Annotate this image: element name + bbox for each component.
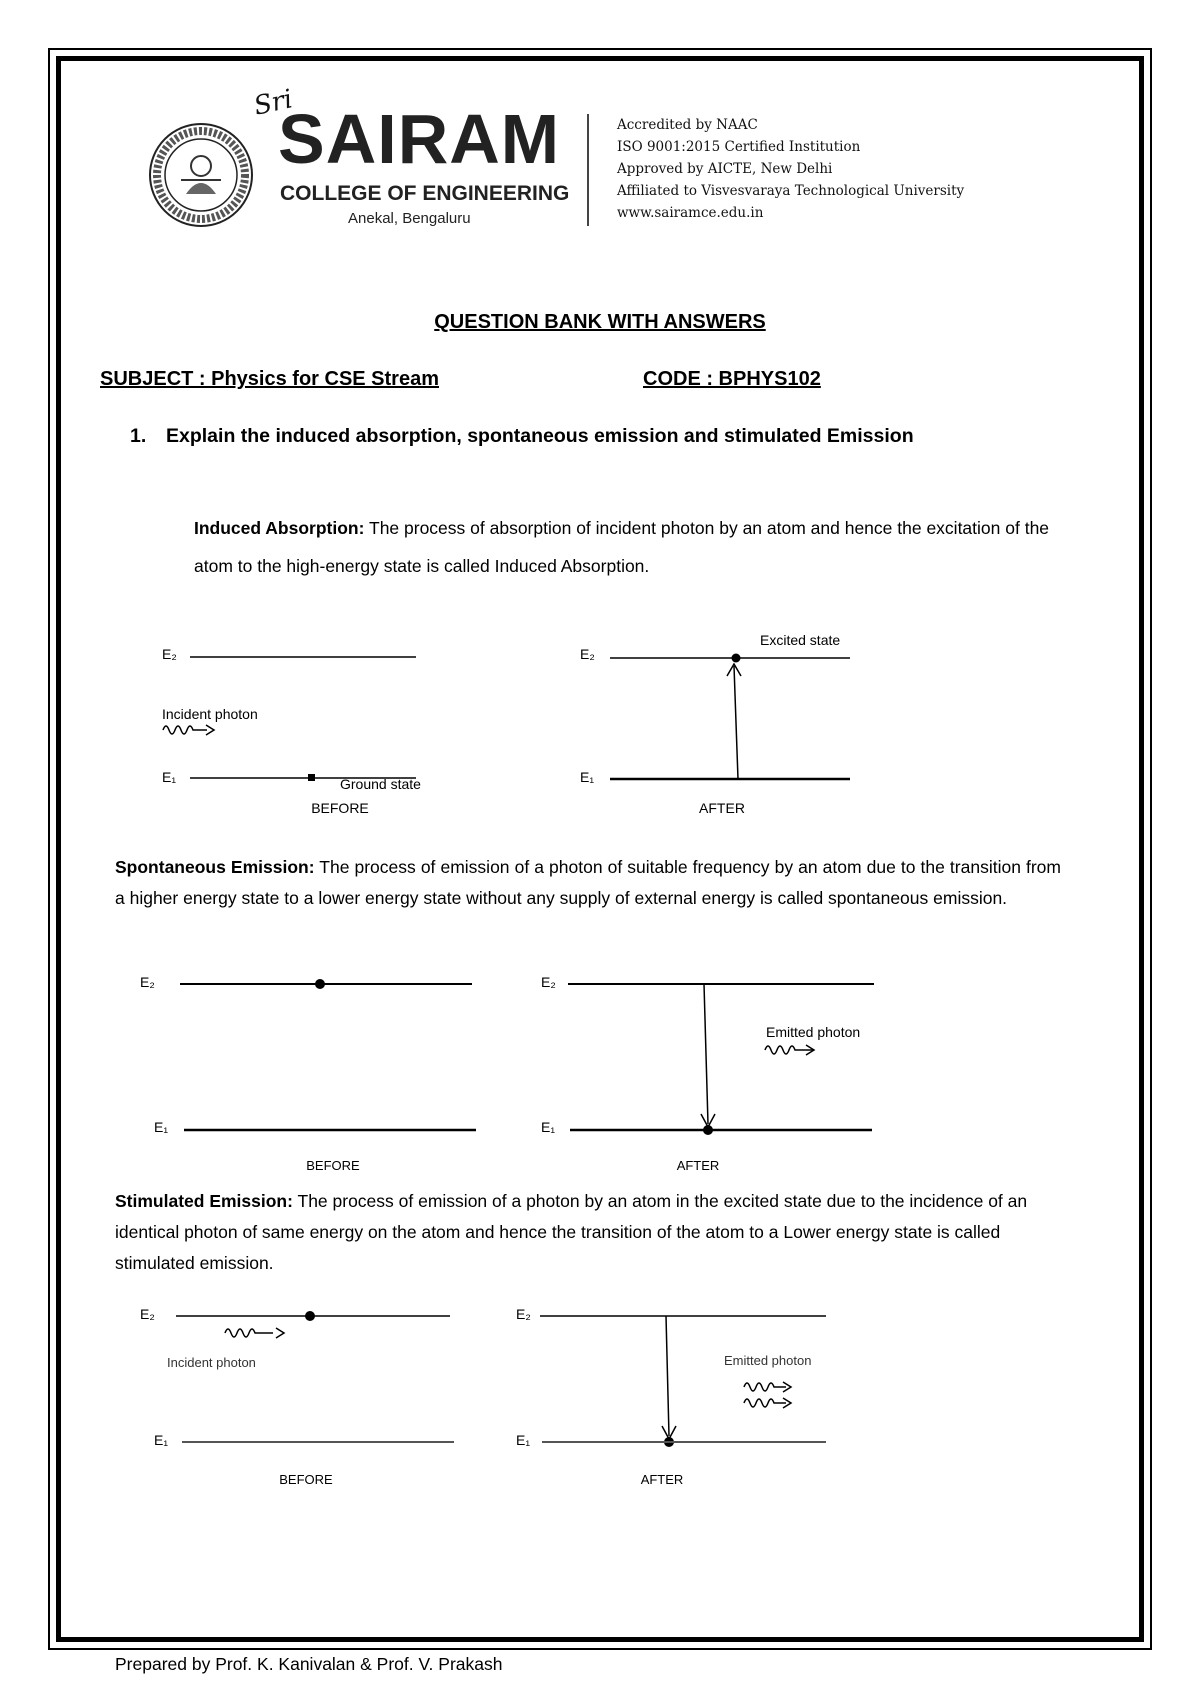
transition-arrow — [666, 1316, 669, 1436]
wavy-photon-icon — [225, 1328, 284, 1338]
accreditation-line: Affiliated to Visvesvaraya Technological University — [617, 183, 965, 199]
spontaneous-emission-paragraph — [115, 852, 1061, 914]
sri-label: Sri — [251, 84, 296, 122]
after-label: AFTER — [676, 1158, 720, 1173]
before-label: BEFORE — [279, 1472, 333, 1487]
subject-heading: SUBJECT : Physics for CSE Stream — [100, 368, 439, 390]
wavy-photon-icon — [744, 1382, 791, 1392]
stimulated-emission-diagram — [0, 1300, 1200, 1500]
accreditation-website: www.sairamce.edu.in — [617, 205, 764, 221]
atom-dot — [315, 979, 325, 989]
transition-arrow — [704, 984, 708, 1124]
accreditation-line: Accredited by NAAC — [617, 117, 758, 133]
atom-dot — [732, 654, 741, 663]
accreditation-line: Approved by AICTE, New Delhi — [617, 161, 833, 177]
e2-label: E₂ — [140, 1306, 155, 1322]
e1-label: E₁ — [541, 1119, 556, 1135]
incident-photon-label: Incident photon — [167, 1355, 256, 1370]
wavy-photon-icon — [744, 1398, 791, 1408]
e2-label: E₂ — [516, 1306, 531, 1322]
spontaneous-emission-diagram — [0, 962, 1200, 1182]
definition-text: The process of emission of a photon by an atom in the excited state due to the incidence of an identical photon of same energy on the atom and hence the transition of the atom to a Lower energy state is called stimulated emission. — [115, 1191, 1028, 1273]
footer-prepared-by: Prepared by Prof. K. Kanivalan & Prof. V. Prakash — [115, 1654, 503, 1674]
document-title: QUESTION BANK WITH ANSWERS — [434, 311, 766, 333]
college-name: SAIRAM — [278, 100, 561, 178]
incident-photon-label: Incident photon — [162, 706, 258, 722]
accreditation-block — [617, 114, 964, 224]
e1-label: E₁ — [516, 1432, 531, 1448]
e1-label: E₁ — [154, 1119, 169, 1135]
before-label: BEFORE — [311, 800, 369, 816]
transition-arrow — [734, 666, 738, 779]
e2-label: E₂ — [541, 974, 556, 990]
definition-text: The process of absorption of incident photon by an atom and hence the excitation of the atom to the high-energy state is called Induced Absorption. — [194, 518, 1050, 576]
excited-state-label: Excited state — [760, 632, 841, 648]
e2-label: E₂ — [580, 646, 595, 662]
question-text: Explain the induced absorption, spontaneous emission and stimulated Emission — [166, 425, 914, 447]
college-subtitle: COLLEGE OF ENGINEERING — [280, 182, 570, 205]
emitted-photon-label: Emitted photon — [724, 1353, 812, 1368]
wavy-photon-icon — [765, 1045, 814, 1055]
term-stimulated-emission: Stimulated Emission: — [115, 1191, 293, 1211]
after-label: AFTER — [640, 1472, 684, 1487]
college-seal-logo — [148, 122, 254, 228]
college-location: Anekal, Bengaluru — [348, 210, 471, 227]
header-divider — [587, 114, 589, 226]
e1-label: E₁ — [580, 769, 595, 785]
absorption-diagram — [0, 630, 1200, 830]
ground-state-label: Ground state — [340, 776, 421, 792]
accreditation-line: ISO 9001:2015 Certified Institution — [617, 139, 861, 155]
definition-text: The process of emission of a photon of suitable frequency by an atom due to the transition from a higher energy state to a lower energy state without any supply of external energy is called spontaneous emission. — [115, 857, 1061, 908]
wavy-photon-icon — [163, 725, 214, 735]
induced-absorption-paragraph — [194, 509, 1074, 585]
e2-label: E₂ — [140, 974, 155, 990]
before-label: BEFORE — [306, 1158, 360, 1173]
term-induced-absorption: Induced Absorption: — [194, 518, 365, 538]
e1-label: E₁ — [154, 1432, 169, 1448]
term-spontaneous-emission: Spontaneous Emission: — [115, 857, 315, 877]
stimulated-emission-paragraph — [115, 1186, 1061, 1279]
atom-dot — [305, 1311, 315, 1321]
emitted-photon-label: Emitted photon — [766, 1024, 861, 1040]
atom-dot — [308, 774, 315, 781]
course-code: CODE : BPHYS102 — [643, 368, 821, 390]
question-number: 1. — [130, 425, 147, 447]
e1-label: E₁ — [162, 769, 177, 785]
after-label: AFTER — [699, 800, 745, 816]
e2-label: E₂ — [162, 646, 177, 662]
